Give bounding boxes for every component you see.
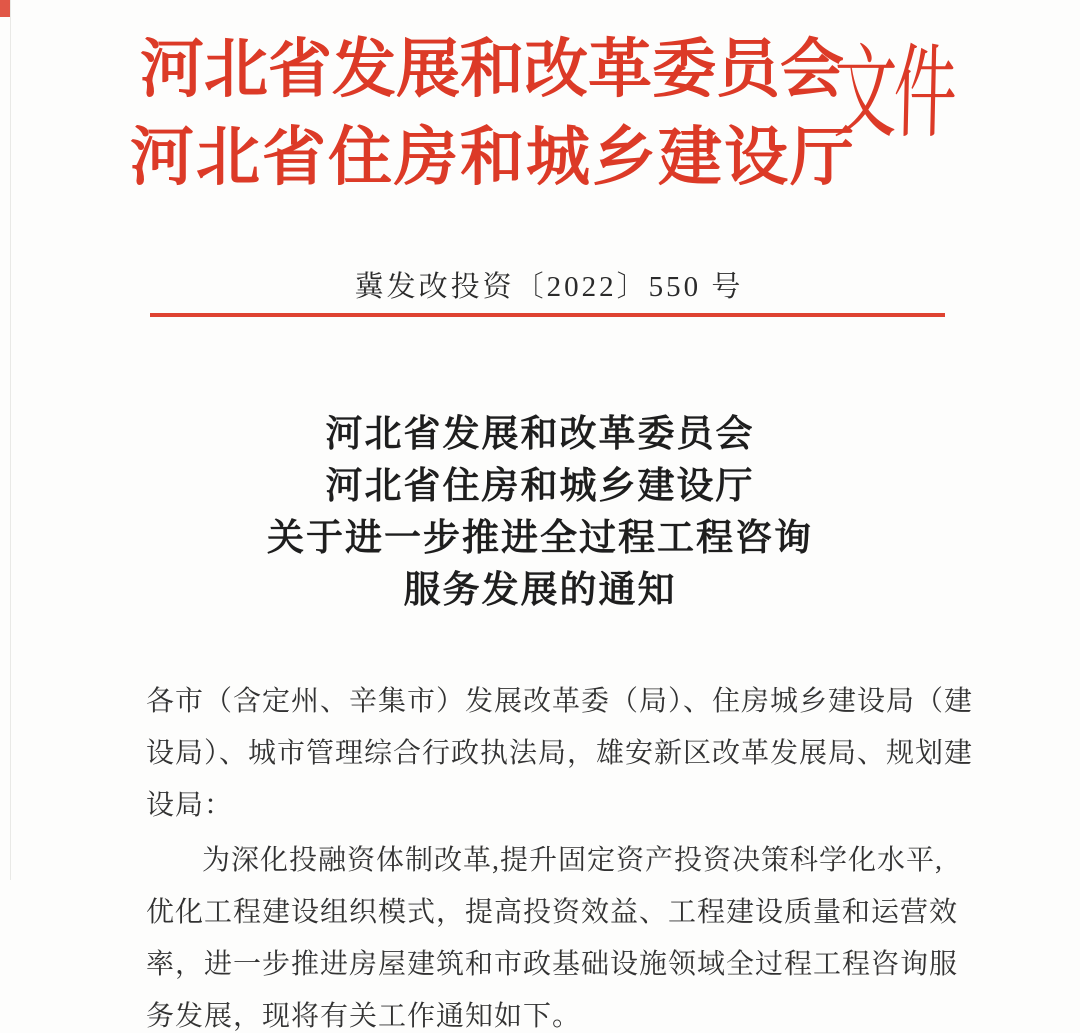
title-line-2: 河北省住房和城乡建设厅 [325, 466, 755, 507]
agency-name-line1: 河北省发展和改革委员会 [140, 34, 844, 105]
intro-line-2: 优化工程建设组织模式，提高投资效益、工程建设质量和运营效 [146, 897, 959, 928]
title-line-3: 关于进一步推进全过程工程咨询 [267, 518, 813, 559]
recipients-line-3: 设局： [146, 790, 234, 821]
intro-paragraph [146, 835, 966, 1033]
recipients-line-1: 各市（含定州、辛集市）发展改革委（局）、住房城乡建设局（建 [146, 686, 974, 717]
title-line-4: 服务发展的通知 [403, 570, 677, 611]
document-body [146, 676, 974, 1033]
agency-name-line2: 河北省住房和城乡建设厅 [130, 122, 856, 193]
recipients-paragraph [146, 676, 974, 832]
title-line-1: 河北省发展和改革委员会 [325, 414, 755, 455]
intro-line-4: 务发展，现将有关工作通知如下。 [146, 1001, 582, 1032]
intro-line-1: 为深化投融资体制改革,提升固定资产投资决策科学化水平, [202, 845, 944, 876]
intro-line-3: 率，进一步推进房屋建筑和市政基础设施领域全过程工程咨询服 [146, 949, 959, 980]
red-divider-line [150, 313, 945, 317]
doc-type-label: 文件 [832, 38, 955, 151]
recipients-line-2: 设局）、城市管理综合行政执法局，雄安新区改革发展局、规划建 [146, 738, 974, 769]
document-title [0, 409, 1080, 617]
letterhead [130, 26, 1080, 202]
doc-number: 冀发改投资〔2022〕550 号 [354, 271, 744, 303]
